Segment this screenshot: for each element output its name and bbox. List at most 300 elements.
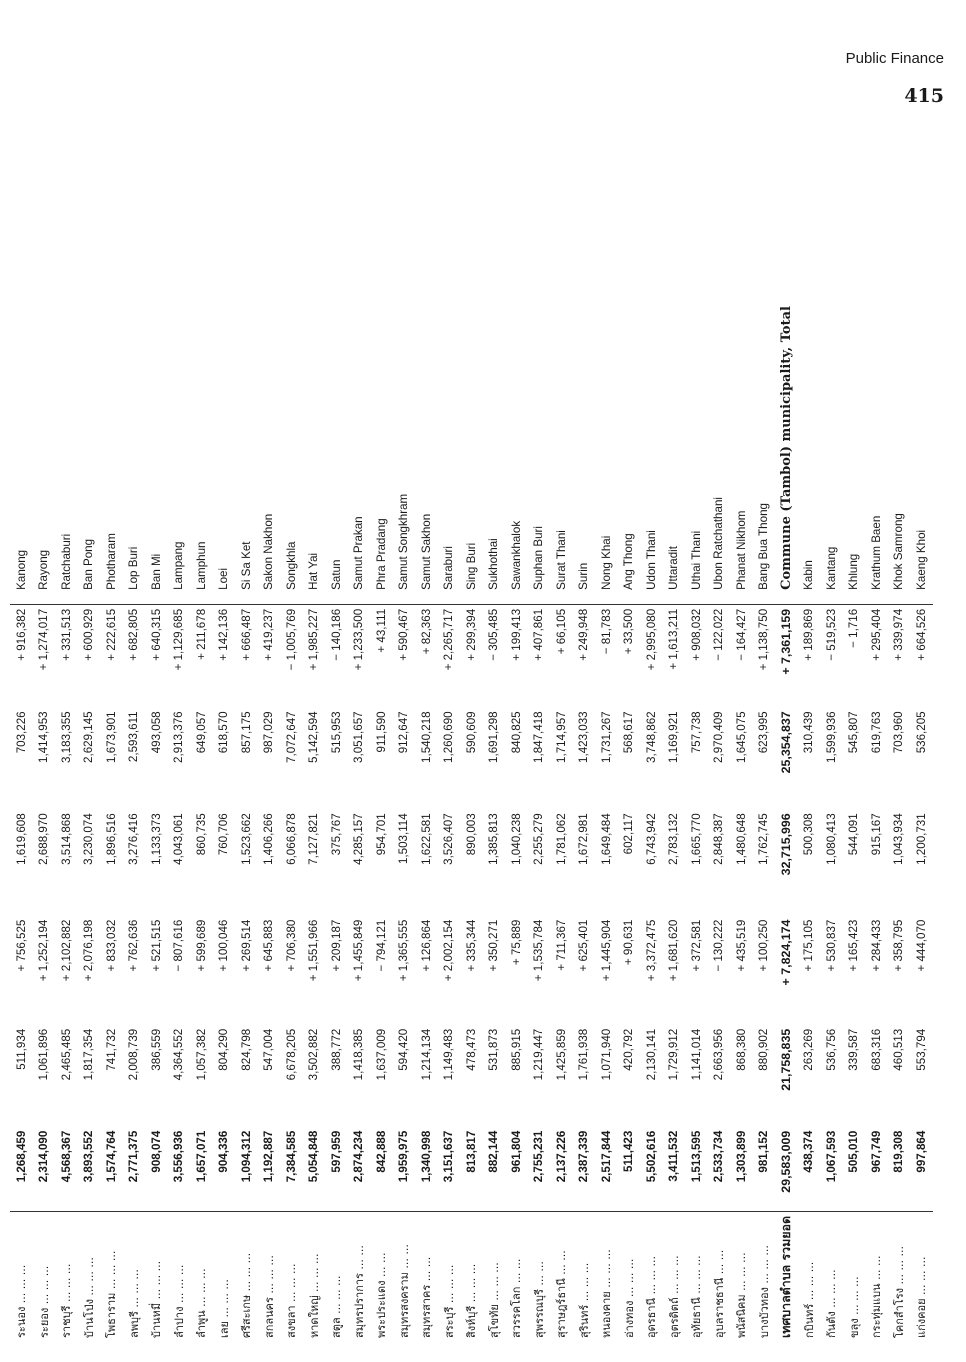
thai-name-cell: ลพบุรี ... ... ... <box>127 1269 141 1338</box>
thai-name-cell: สงขลา ... ... ... <box>285 1263 299 1338</box>
value-cell-1: 505,010 <box>847 1130 861 1173</box>
thai-name-cell: กันตัง ... ... ... <box>825 1269 839 1338</box>
value-cell-1: 438,374 <box>802 1130 816 1173</box>
table-row <box>415 302 438 1352</box>
thai-name-cell: โพธาราม ... ... ... <box>105 1250 119 1338</box>
value-cell-6: + 664,526 <box>914 608 928 661</box>
value-cell-2: 868,380 <box>734 1028 748 1071</box>
english-name-cell: Sing Buri <box>464 542 478 590</box>
thai-name-cell: พระประแดง ... ... <box>375 1252 389 1338</box>
column-divider <box>370 1211 393 1212</box>
value-cell-1: 997,864 <box>914 1130 928 1173</box>
column-divider <box>888 604 911 605</box>
thai-name-cell: บ้านโป่ง ... ... ... <box>82 1257 96 1338</box>
value-cell-4: 954,701 <box>374 813 388 856</box>
english-name-cell: Uttaradit <box>667 546 681 590</box>
column-divider <box>595 604 618 605</box>
column-divider <box>730 604 753 605</box>
english-name-cell: Suphan Buri <box>532 526 546 590</box>
value-cell-2: 388,772 <box>329 1028 343 1071</box>
value-cell-1: 842,888 <box>374 1130 388 1173</box>
value-cell-5: 545,807 <box>847 711 861 754</box>
table-row <box>528 302 551 1352</box>
table-row <box>55 302 78 1352</box>
value-cell-6: + 7,361,159 <box>779 608 794 675</box>
column-divider <box>775 604 798 605</box>
table-row <box>753 302 776 1352</box>
column-divider <box>145 604 168 605</box>
value-cell-3: + 2,102,882 <box>59 919 73 982</box>
value-cell-2: 339,587 <box>847 1028 861 1071</box>
english-name-cell: Lampang <box>172 541 186 590</box>
english-name-cell: Ang Thong <box>622 533 636 590</box>
value-cell-6: + 407,861 <box>532 608 546 661</box>
column-divider <box>303 1211 326 1212</box>
thai-name-cell: สุโขทัย ... ... ... <box>487 1262 501 1338</box>
value-cell-6: + 331,513 <box>59 608 73 661</box>
table-row <box>123 302 146 1352</box>
value-cell-2: 386,559 <box>149 1028 163 1071</box>
value-cell-5: 515,953 <box>329 711 343 754</box>
column-divider <box>145 1211 168 1212</box>
value-cell-3: + 2,076,198 <box>82 919 96 982</box>
column-divider <box>775 1211 798 1212</box>
value-cell-3: + 1,551,966 <box>307 919 321 982</box>
thai-name-cell: ศรีสะเกษ ... ... ... <box>240 1252 254 1338</box>
value-cell-3: + 762,636 <box>127 919 141 972</box>
thai-name-cell: สุพรรณบุรี ... ... <box>532 1261 546 1338</box>
column-divider <box>190 604 213 605</box>
value-cell-5: 1,673,901 <box>104 711 118 763</box>
value-cell-2: 553,794 <box>914 1028 928 1071</box>
value-cell-4: 1,200,731 <box>914 813 928 865</box>
value-cell-1: 3,893,552 <box>82 1130 96 1183</box>
value-cell-5: 2,593,611 <box>127 711 141 763</box>
column-divider <box>663 1211 686 1212</box>
thai-name-cell: ขลุง ... ... ... <box>847 1276 861 1338</box>
value-cell-1: 1,513,595 <box>689 1130 703 1183</box>
column-divider <box>235 1211 258 1212</box>
value-cell-5: 857,175 <box>239 711 253 754</box>
value-cell-2: 511,934 <box>14 1028 28 1070</box>
value-cell-1: 981,152 <box>757 1130 771 1173</box>
value-cell-1: 2,755,231 <box>532 1130 546 1183</box>
value-cell-5: 619,763 <box>869 711 883 754</box>
english-name-cell: Krathum Baen <box>869 515 883 590</box>
value-cell-4: 3,230,074 <box>82 813 96 865</box>
english-name-cell: Surin <box>577 562 591 590</box>
value-cell-2: 1,729,912 <box>667 1028 681 1081</box>
value-cell-4: 1,480,648 <box>734 813 748 865</box>
value-cell-3: + 3,372,475 <box>644 919 658 982</box>
table-row <box>663 302 686 1352</box>
rotated-table-container <box>10 302 950 1352</box>
thai-name-cell: สวรรคโลก ... ... <box>510 1258 524 1338</box>
english-name-cell: Khlung <box>847 553 861 590</box>
value-cell-6: + 43,111 <box>374 608 388 653</box>
value-cell-6: + 199,413 <box>509 608 523 661</box>
english-name-cell: Commune (Tambol) municipality, Total <box>778 306 794 590</box>
value-cell-4: 915,167 <box>869 813 883 856</box>
value-cell-6: − 164,427 <box>734 608 748 661</box>
value-cell-4: 6,066,878 <box>284 813 298 865</box>
thai-name-cell: ลำพูน ... ... ... <box>195 1268 209 1338</box>
value-cell-1: 813,817 <box>464 1130 478 1173</box>
value-cell-3: + 350,271 <box>487 919 501 972</box>
table-row <box>618 302 641 1352</box>
column-divider <box>505 604 528 605</box>
value-cell-6: + 1,613,211 <box>667 608 681 670</box>
thai-name-cell: เลย ... ... ... <box>217 1279 231 1338</box>
value-cell-3: + 75,889 <box>509 919 523 966</box>
page-number: 415 <box>904 85 944 107</box>
value-cell-3: + 1,455,849 <box>352 919 366 982</box>
value-cell-5: 25,354,837 <box>779 711 794 774</box>
table-row <box>348 302 371 1352</box>
value-cell-4: 1,385,813 <box>487 813 501 865</box>
english-name-cell: Ubon Ratchathani <box>712 497 726 590</box>
value-cell-1: 1,268,459 <box>14 1130 28 1183</box>
thai-name-cell: กระทุ่มแบน ... ... <box>870 1255 884 1338</box>
value-cell-3: + 435,519 <box>734 919 748 972</box>
value-cell-6: + 600,929 <box>82 608 96 661</box>
column-divider <box>910 1211 933 1212</box>
thai-name-cell: อุดรธานี ... ... ... <box>645 1255 659 1338</box>
value-cell-4: 2,848,387 <box>712 813 726 865</box>
value-cell-5: 1,645,075 <box>734 711 748 763</box>
value-cell-5: 649,057 <box>194 711 208 754</box>
value-cell-3: + 645,883 <box>262 919 276 972</box>
value-cell-3: + 444,070 <box>914 919 928 972</box>
value-cell-1: 7,384,585 <box>284 1130 298 1183</box>
value-cell-5: 1,714,957 <box>554 711 568 763</box>
value-cell-3: + 372,581 <box>689 919 703 972</box>
table-row <box>798 302 821 1352</box>
value-cell-5: 1,260,690 <box>442 711 456 763</box>
column-divider <box>460 604 483 605</box>
thai-name-cell: อ่างทอง ... ... ... <box>622 1258 636 1338</box>
value-cell-3: − 807,616 <box>172 919 186 972</box>
value-cell-2: 1,061,896 <box>37 1028 51 1081</box>
value-cell-6: − 122,022 <box>712 608 726 661</box>
value-cell-3: + 625,401 <box>577 919 591 972</box>
column-divider <box>280 1211 303 1212</box>
value-cell-2: 804,290 <box>217 1028 231 1071</box>
english-name-cell: Kanong <box>14 549 28 590</box>
column-divider <box>843 1211 866 1212</box>
column-divider <box>33 1211 56 1212</box>
column-divider <box>393 604 416 605</box>
thai-name-cell: สระบุรี ... ... ... <box>442 1264 456 1338</box>
value-cell-2: 2,008,739 <box>127 1028 141 1081</box>
value-cell-5: 3,051,657 <box>352 711 366 763</box>
value-cell-1: 961,804 <box>509 1130 523 1173</box>
value-cell-3: + 530,837 <box>824 919 838 972</box>
value-cell-2: 4,364,552 <box>172 1028 186 1081</box>
column-divider <box>708 604 731 605</box>
value-cell-1: 819,308 <box>892 1130 906 1173</box>
table-row <box>280 302 303 1352</box>
table-row <box>910 302 933 1352</box>
value-cell-3: + 7,824,174 <box>779 919 794 986</box>
value-cell-4: 2,783,132 <box>667 813 681 865</box>
value-cell-3: + 1,681,620 <box>667 919 681 982</box>
value-cell-6: + 419,237 <box>262 608 276 661</box>
value-cell-1: 1,340,998 <box>419 1130 433 1183</box>
thai-name-cell: สุราษฎร์ธานี ... ... <box>555 1250 569 1338</box>
value-cell-6: + 33,500 <box>622 608 636 655</box>
table-row <box>865 302 888 1352</box>
value-cell-4: 1,762,745 <box>757 813 771 865</box>
value-cell-6: + 1,985,227 <box>307 608 321 671</box>
column-divider <box>505 1211 528 1212</box>
column-divider <box>33 604 56 605</box>
value-cell-2: 683,316 <box>869 1028 883 1071</box>
thai-name-cell: อุตรดิตถ์ ... ... ... <box>667 1255 681 1338</box>
value-cell-3: + 90,631 <box>622 919 636 966</box>
value-cell-2: 1,219,447 <box>532 1028 546 1081</box>
column-divider <box>348 604 371 605</box>
value-cell-3: − 130,222 <box>712 919 726 972</box>
value-cell-1: 5,502,616 <box>644 1130 658 1183</box>
value-cell-2: 6,678,205 <box>284 1028 298 1081</box>
thai-name-cell: บ้านหมี่ ... ... ... <box>150 1260 164 1338</box>
value-cell-2: 1,761,938 <box>577 1028 591 1081</box>
value-cell-6: + 590,467 <box>397 608 411 661</box>
english-name-cell: Sakon Nakhon <box>262 513 276 590</box>
column-divider <box>100 1211 123 1212</box>
value-cell-6: − 305,485 <box>487 608 501 661</box>
english-name-cell: Samut Prakan <box>352 516 366 590</box>
column-divider <box>753 1211 776 1212</box>
table-row <box>235 302 258 1352</box>
value-cell-4: 500,308 <box>802 813 816 856</box>
value-cell-6: + 666,487 <box>239 608 253 661</box>
value-cell-5: 703,960 <box>892 711 906 754</box>
table-row <box>190 302 213 1352</box>
column-divider <box>595 1211 618 1212</box>
value-cell-1: 2,314,090 <box>37 1130 51 1183</box>
value-cell-4: 2,255,279 <box>532 813 546 865</box>
thai-name-cell: สตูล ... ... ... <box>330 1275 344 1338</box>
value-cell-2: 824,798 <box>239 1028 253 1071</box>
value-cell-6: + 339,974 <box>892 608 906 661</box>
column-divider <box>573 1211 596 1212</box>
finance-table <box>10 302 933 1352</box>
english-name-cell: Udon Thani <box>644 530 658 590</box>
english-name-cell: Khok Samrong <box>892 513 906 590</box>
value-cell-4: 3,526,407 <box>442 813 456 865</box>
value-cell-6: − 81,783 <box>599 608 613 655</box>
value-cell-1: 882,144 <box>487 1130 501 1173</box>
column-divider <box>865 604 888 605</box>
value-cell-6: + 211,678 <box>194 608 208 660</box>
table-row <box>303 302 326 1352</box>
column-divider <box>393 1211 416 1212</box>
column-divider <box>325 604 348 605</box>
value-cell-1: 1,192,887 <box>262 1130 276 1183</box>
value-cell-1: 908,074 <box>149 1130 163 1173</box>
value-cell-5: 1,423,033 <box>577 711 591 763</box>
value-cell-4: 860,735 <box>194 813 208 856</box>
column-divider <box>550 604 573 605</box>
value-cell-5: 3,183,355 <box>59 711 73 763</box>
value-cell-5: 912,647 <box>397 711 411 754</box>
value-cell-6: + 295,404 <box>869 608 883 661</box>
value-cell-2: 1,214,134 <box>419 1028 433 1081</box>
thai-name-cell: สิงห์บุรี ... ... ... <box>465 1263 479 1338</box>
value-cell-4: 4,043,061 <box>172 813 186 865</box>
value-cell-5: 618,570 <box>217 711 231 754</box>
english-name-cell: Loei <box>217 567 231 590</box>
value-cell-2: 1,418,385 <box>352 1028 366 1081</box>
value-cell-1: 2,874,234 <box>352 1130 366 1183</box>
value-cell-3: + 1,252,194 <box>37 919 51 982</box>
value-cell-4: 1,672,981 <box>577 813 591 865</box>
value-cell-6: − 519,523 <box>824 608 838 661</box>
column-divider <box>303 604 326 605</box>
value-cell-5: 536,205 <box>914 711 928 754</box>
table-row <box>100 302 123 1352</box>
value-cell-5: 568,617 <box>622 711 636 754</box>
thai-name-cell: สมุทรปราการ ... ... <box>352 1245 366 1338</box>
english-name-cell: Ratchaburi <box>59 533 73 590</box>
value-cell-4: 1,896,516 <box>104 813 118 865</box>
table-row <box>213 302 236 1352</box>
thai-name-cell: สมุทรสาคร ... ... <box>420 1256 434 1338</box>
english-name-cell: Si Sa Ket <box>239 541 253 590</box>
column-divider <box>123 604 146 605</box>
column-divider <box>258 1211 281 1212</box>
value-cell-6: + 916,382 <box>14 608 28 661</box>
value-cell-4: 890,003 <box>464 813 478 856</box>
value-cell-2: 1,637,009 <box>374 1028 388 1081</box>
value-cell-6: − 140,186 <box>329 608 343 661</box>
table-row <box>730 302 753 1352</box>
value-cell-2: 1,141,014 <box>689 1028 703 1081</box>
column-divider <box>753 604 776 605</box>
column-divider <box>55 1211 78 1212</box>
table-row <box>820 302 843 1352</box>
value-cell-2: 880,902 <box>757 1028 771 1071</box>
value-cell-5: 1,731,267 <box>599 711 613 763</box>
value-cell-3: + 1,535,784 <box>532 919 546 982</box>
value-cell-5: 1,847,418 <box>532 711 546 763</box>
thai-name-cell: สุรินทร์ ... ... ... <box>577 1262 591 1338</box>
value-cell-5: 2,629,145 <box>82 711 96 763</box>
value-cell-5: 623,995 <box>757 711 771 754</box>
table-row <box>888 302 911 1352</box>
table-row <box>460 302 483 1352</box>
finance-table-body <box>10 302 933 1352</box>
english-name-cell: Bang Bua Thong <box>757 503 771 590</box>
table-row <box>33 302 56 1352</box>
table-row <box>640 302 663 1352</box>
value-cell-4: 2,688,970 <box>37 813 51 865</box>
value-cell-1: 5,054,848 <box>307 1130 321 1183</box>
table-row <box>145 302 168 1352</box>
value-cell-5: 757,738 <box>689 711 703 754</box>
column-divider <box>280 604 303 605</box>
english-name-cell: Surat Thani <box>554 530 568 590</box>
column-divider <box>865 1211 888 1212</box>
value-cell-2: 1,071,940 <box>599 1028 613 1081</box>
english-name-cell: Ban Mi <box>149 553 163 590</box>
english-name-cell: Satun <box>329 559 343 590</box>
column-divider <box>78 1211 101 1212</box>
value-cell-3: + 711,367 <box>554 919 568 971</box>
value-cell-6: + 1,233,500 <box>352 608 366 671</box>
column-divider <box>618 1211 641 1212</box>
value-cell-3: + 1,445,904 <box>599 919 613 982</box>
value-cell-2: 460,513 <box>892 1028 906 1071</box>
table-row <box>708 302 731 1352</box>
value-cell-1: 1,959,975 <box>397 1130 411 1183</box>
table-row <box>505 302 528 1352</box>
value-cell-5: 493,058 <box>149 711 163 754</box>
thai-name-cell: โคกสำโรง ... ... ... <box>892 1246 906 1338</box>
value-cell-4: 602,117 <box>622 813 636 855</box>
value-cell-2: 547,004 <box>262 1028 276 1071</box>
value-cell-3: + 209,187 <box>329 919 343 972</box>
column-divider <box>168 604 191 605</box>
column-divider <box>730 1211 753 1212</box>
column-divider <box>685 604 708 605</box>
value-cell-6: + 640,315 <box>149 608 163 661</box>
value-cell-1: 4,568,367 <box>59 1130 73 1183</box>
column-divider <box>820 604 843 605</box>
value-cell-6: + 299,394 <box>464 608 478 661</box>
english-name-cell: Rayong <box>37 549 51 590</box>
value-cell-4: 4,285,157 <box>352 813 366 865</box>
column-divider <box>640 1211 663 1212</box>
value-cell-3: + 100,250 <box>757 919 771 972</box>
english-name-cell: Kantang <box>824 546 838 590</box>
column-divider <box>213 1211 236 1212</box>
table-row <box>393 302 416 1352</box>
value-cell-1: 511,423 <box>622 1130 636 1172</box>
column-divider <box>910 604 933 605</box>
value-cell-3: + 833,032 <box>104 919 118 972</box>
value-cell-1: 967,749 <box>869 1130 883 1173</box>
value-cell-2: 2,130,141 <box>644 1028 658 1081</box>
thai-name-cell: แก่งคอย ... ... ... <box>915 1256 929 1338</box>
value-cell-5: 5,142,594 <box>307 711 321 763</box>
page-header <box>846 50 944 107</box>
value-cell-2: 594,420 <box>397 1028 411 1071</box>
column-divider <box>370 604 393 605</box>
value-cell-3: + 358,795 <box>892 919 906 972</box>
value-cell-6: + 2,265,717 <box>442 608 456 671</box>
value-cell-3: + 165,423 <box>847 919 861 972</box>
thai-name-cell: หนองคาย ... ... ... <box>600 1249 614 1338</box>
english-name-cell: Uthai Thani <box>689 530 703 590</box>
table-row <box>168 302 191 1352</box>
value-cell-4: 3,514,868 <box>59 813 73 865</box>
value-cell-5: 1,169,921 <box>667 711 681 763</box>
column-divider <box>10 1211 33 1212</box>
value-cell-5: 1,540,218 <box>419 711 433 763</box>
english-name-cell: Kaeng Khoi <box>914 529 928 590</box>
thai-name-cell: อุทัยธานี ... ... ... <box>690 1255 704 1338</box>
thai-name-cell: หาดใหญ่ ... ... ... <box>307 1253 321 1338</box>
column-divider <box>348 1211 371 1212</box>
value-cell-3: + 706,380 <box>284 919 298 972</box>
table-row <box>685 302 708 1352</box>
value-cell-2: 478,473 <box>464 1028 478 1071</box>
value-cell-3: + 335,344 <box>464 919 478 972</box>
thai-name-cell: บางบัวทอง ... ... ... <box>757 1245 771 1338</box>
